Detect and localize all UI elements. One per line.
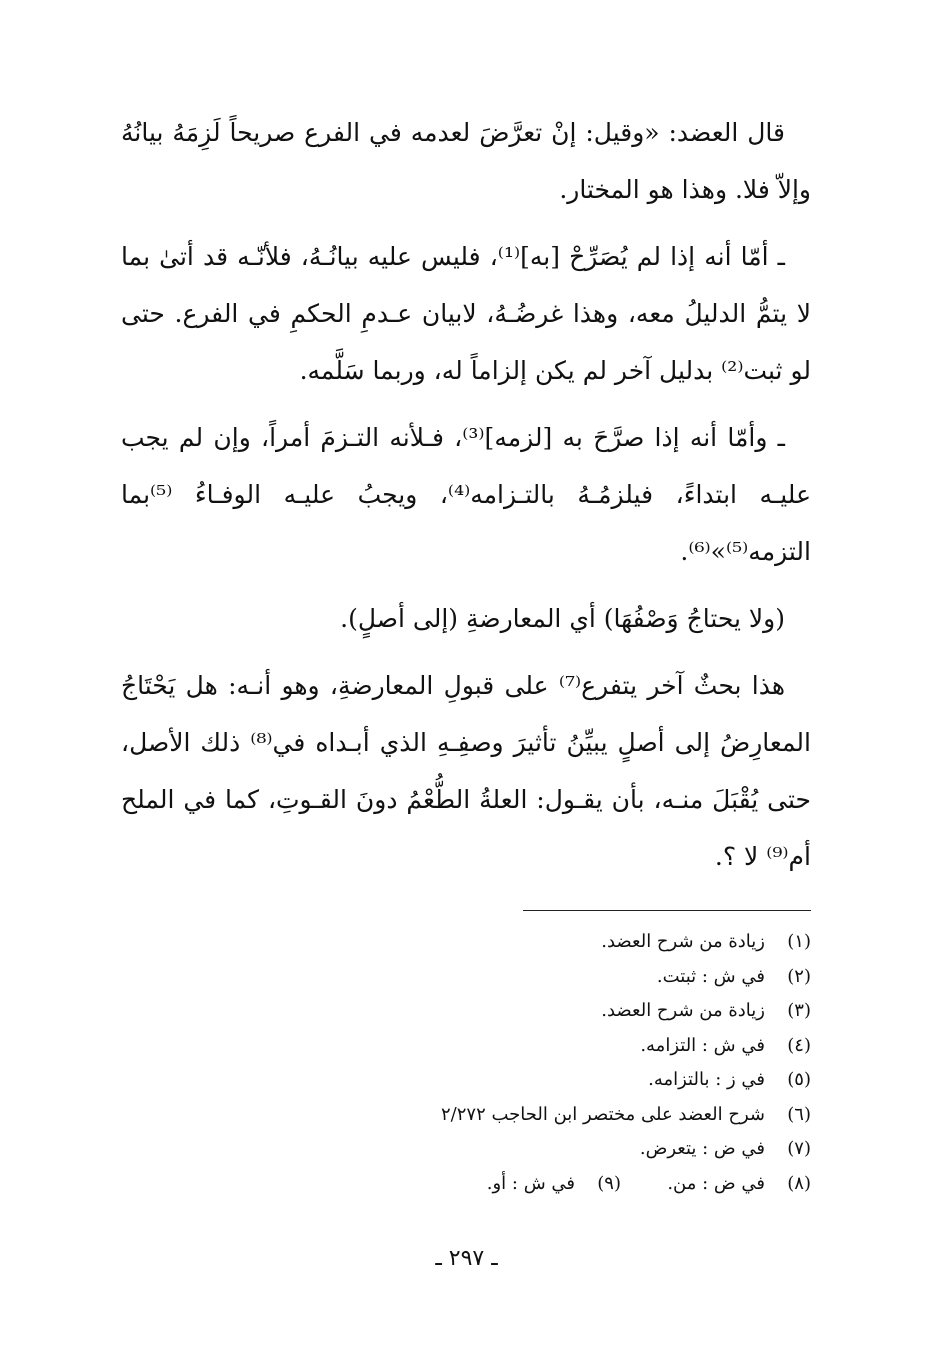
footnote-text: شرح العضد على مختصر ابن الحاجب ٢/٢٧٢ <box>441 1103 765 1125</box>
footnote-text: في ز : بالتزامه. <box>648 1069 765 1090</box>
footnote-text: في ش : التزامه. <box>640 1034 765 1056</box>
footnote-number: (٤) <box>787 1034 811 1056</box>
paragraph: قال العضد: «وقيل: إنْ تعرَّضَ لعدمه في الفرع صريحاً لَزِمَهُ بيانُهُ وإلاّ فلا. وهذا هو المختار. <box>121 118 811 204</box>
footnote-divider <box>523 910 811 911</box>
footnote-number: (٦) <box>787 1103 811 1125</box>
page-number: ـ ٢٩٧ ـ <box>435 1246 498 1271</box>
footnote-text: زيادة من شرح العضد. <box>601 931 765 952</box>
footnote-text: في ض : من. <box>667 1172 765 1194</box>
footnote-text: في ش : ثبتت. <box>656 965 765 987</box>
footnotes <box>121 925 811 1201</box>
footnote <box>121 925 811 960</box>
main-text <box>121 104 811 895</box>
footnote-number: (٥) <box>787 1069 811 1090</box>
footnote-text: في ض : يتعرض. <box>639 1138 765 1159</box>
footnote-number: (١) <box>787 931 811 952</box>
footnote-number: (٨) <box>787 1172 811 1194</box>
footnote <box>121 1132 811 1167</box>
paragraph: (ولا يحتاجُ وَصْفُهَا) أي المعارضةِ (إلى أصلٍ). <box>340 604 785 633</box>
footnote <box>431 1167 621 1202</box>
footnote-pair <box>121 1167 811 1202</box>
footnote <box>121 1063 811 1098</box>
footnote <box>121 1098 811 1133</box>
footnote-text: زيادة من شرح العضد. <box>601 1000 765 1021</box>
footnote <box>121 994 811 1029</box>
footnote-number: (٩) <box>597 1172 621 1194</box>
footnote <box>121 1029 811 1064</box>
footnote-number: (٧) <box>787 1138 811 1159</box>
paragraph: هذا بحثٌ آخر يتفرع⁽⁷⁾ على قبولِ المعارضةِ، وهو أنـه: هل يَحْتَاجُ المعارِضُ إلى أصلٍ يبيِّنُ تأثيرَ وصفِـهِ الذي أبـداه في⁽⁸⁾ ذلك الأصل، حتى يُقْبَلَ منـه، بأن يقـول: العلةُ الطُّعْمُ دونَ القـوتِ، كما في الملح أم⁽⁹⁾ لا ؟. <box>121 671 811 871</box>
footnote-number: (٣) <box>787 1000 811 1021</box>
paragraph: ـ وأمّا أنه إذا صرَّحَ به [لزمه]⁽³⁾، فـلأنه التـزمَ أمراً، وإن لم يجب عليـه ابتداءً، فيلزمُـهُ بالتـزامه⁽⁴⁾، ويجبُ عليـه الوفـاءُ ⁽⁵⁾بما التزمه⁽⁵⁾»⁽⁶⁾. <box>121 423 811 566</box>
footnote <box>121 960 811 995</box>
footnote <box>621 1167 811 1202</box>
footnote-text: في ش : أو. <box>486 1172 575 1194</box>
paragraph: ـ أمّا أنه إذا لم يُصَرِّحْ [به]⁽¹⁾، فليس عليه بيانُـهُ، فلأنّـه قد أتىٰ بما لا يتمُّ الدليلُ معه، وهذا غرضُـهُ، لابيان عـدمِ الحكمِ في الفرع. حتى لو ثبت⁽²⁾ بدليل آخر لم يكن إلزاماً له، وربما سَلَّمه. <box>121 242 811 385</box>
footnote-number: (٢) <box>787 965 811 987</box>
